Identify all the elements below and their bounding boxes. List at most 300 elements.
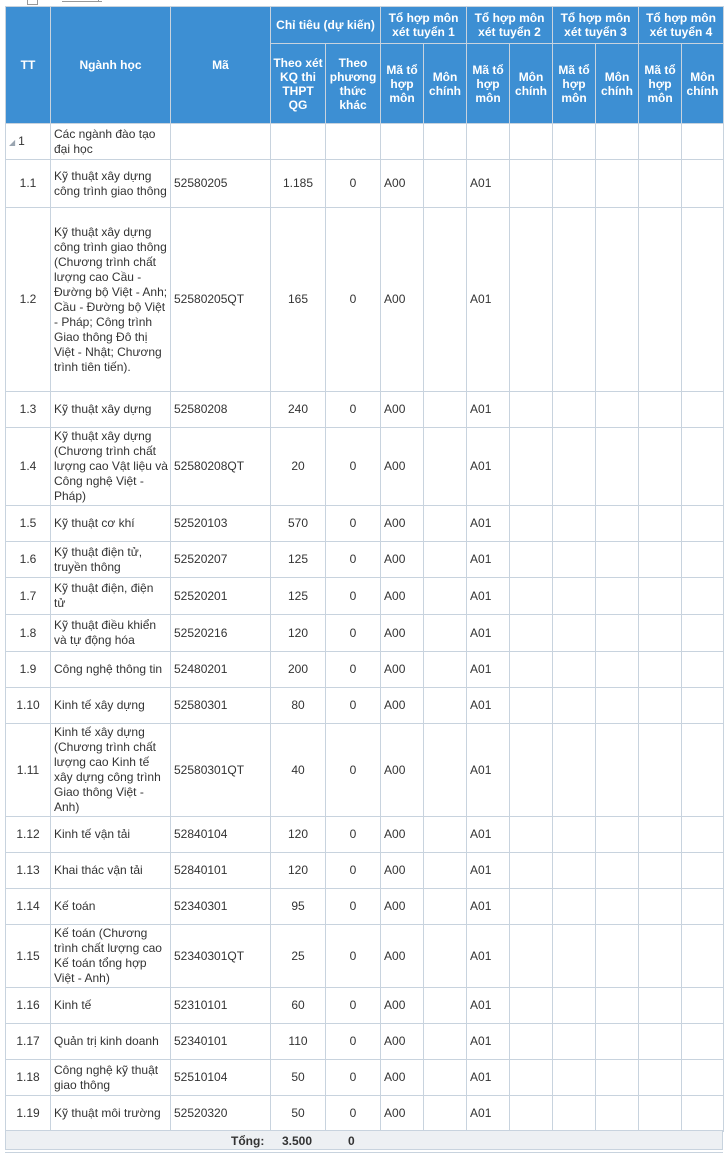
cell-combo-4-main	[682, 889, 724, 925]
cell-tt: 1.12	[6, 817, 51, 853]
cell-combo-3-code	[553, 853, 596, 889]
cell-tt: 1.2	[6, 208, 51, 392]
cell-combo-1-code: A00	[381, 853, 424, 889]
checkbox-icon[interactable]	[27, 0, 38, 5]
cell-combo-4-main	[682, 817, 724, 853]
cell-tt: 1.18	[6, 1060, 51, 1096]
cell-combo-2-code: A01	[467, 160, 510, 208]
cell-combo-1-main	[424, 1024, 467, 1060]
cell-combo-2-code: A01	[467, 208, 510, 392]
cell-combo-1-code: A00	[381, 615, 424, 652]
cell-combo-2-main	[510, 506, 553, 542]
cell-combo-3-main	[596, 1096, 639, 1132]
cell-combo-3-main	[596, 817, 639, 853]
col-header-quota: Chỉ tiêu (dự kiến)	[271, 7, 381, 44]
cell-quota-other: 0	[326, 925, 381, 988]
cell-combo-3-code	[553, 615, 596, 652]
cell-combo-3-main	[596, 925, 639, 988]
cell-combo-3-main	[596, 724, 639, 817]
cell-tt	[6, 124, 51, 160]
cell-combo-1-code: A00	[381, 208, 424, 392]
col-header-combo-1-code[interactable]: Mã tổ hợp môn	[381, 44, 424, 124]
cell-major: Các ngành đào tạo đại học	[51, 124, 171, 160]
table-footer	[5, 1130, 723, 1150]
cell-tt: 1.11	[6, 724, 51, 817]
cell-combo-3-code	[553, 1060, 596, 1096]
expand-icon[interactable]: ◢	[9, 137, 16, 147]
cell-quota-other: 0	[326, 853, 381, 889]
cell-combo-2-code: A01	[467, 889, 510, 925]
cell-major: Kỹ thuật xây dựng (Chương trình chất lượng cao Vật liệu và Công nghệ Việt - Pháp)	[51, 428, 171, 506]
cell-quota-thpt: 40	[271, 724, 326, 817]
cell-combo-4-main	[682, 208, 724, 392]
cell-combo-3-main	[596, 506, 639, 542]
cell-quota-thpt: 95	[271, 889, 326, 925]
cell-combo-1-main	[424, 1096, 467, 1132]
cell-combo-4-code	[639, 724, 682, 817]
cell-combo-2-main	[510, 542, 553, 578]
cell-combo-2-code: A01	[467, 428, 510, 506]
cell-combo-4-code	[639, 817, 682, 853]
cell-combo-4-code	[639, 988, 682, 1024]
cell-quota-thpt: 20	[271, 428, 326, 506]
cell-combo-4-code	[639, 652, 682, 688]
cell-combo-1-code: A00	[381, 542, 424, 578]
cell-combo-4-main	[682, 124, 724, 160]
cell-combo-1-code: A00	[381, 578, 424, 615]
cell-major: Kế toán	[51, 889, 171, 925]
cell-combo-2-main	[510, 724, 553, 817]
cell-combo-2-code: A01	[467, 652, 510, 688]
cell-quota-thpt: 240	[271, 392, 326, 428]
cell-quota-other: 0	[326, 542, 381, 578]
cell-combo-3-main	[596, 988, 639, 1024]
cell-quota-thpt: 165	[271, 208, 326, 392]
cell-combo-1-main	[424, 124, 467, 160]
table-row[interactable]	[6, 160, 724, 208]
footer-total-thpt: 3.500	[282, 1134, 313, 1148]
cell-tt: 1.5	[6, 506, 51, 542]
cell-combo-1-code: A00	[381, 392, 424, 428]
cell-combo-3-code	[553, 889, 596, 925]
cell-combo-2-main	[510, 124, 553, 160]
cell-combo-3-code	[553, 1096, 596, 1132]
col-header-combo-4: Tổ hợp môn xét tuyển 4	[639, 7, 724, 44]
cell-major: Kỹ thuật xây dựng	[51, 392, 171, 428]
cell-combo-3-code	[553, 542, 596, 578]
cell-combo-2-main	[510, 578, 553, 615]
cell-major: Kỹ thuật xây dựng công trình giao thông	[51, 160, 171, 208]
table-row[interactable]	[6, 817, 724, 853]
cell-code: 52480201	[171, 652, 271, 688]
col-header-tt[interactable]: TT	[6, 7, 51, 124]
cell-quota-other: 0	[326, 1024, 381, 1060]
cell-tt: 1.8	[6, 615, 51, 652]
cell-combo-3-main	[596, 1024, 639, 1060]
cell-combo-2-main	[510, 652, 553, 688]
cell-major: Kỹ thuật điều khiển và tự động hóa	[51, 615, 171, 652]
table-row[interactable]	[6, 1024, 724, 1060]
col-header-combo-2-code[interactable]: Mã tổ hợp môn	[467, 44, 510, 124]
cell-combo-2-code: A01	[467, 615, 510, 652]
col-header-combo-2: Tổ hợp môn xét tuyển 2	[467, 7, 553, 44]
cell-combo-2-code: A01	[467, 925, 510, 988]
cell-tt: 1.13	[6, 853, 51, 889]
cell-quota-thpt: 50	[271, 1060, 326, 1096]
cell-combo-4-main	[682, 578, 724, 615]
cell-combo-1-main	[424, 925, 467, 988]
cell-combo-3-code	[553, 925, 596, 988]
cell-combo-1-main	[424, 542, 467, 578]
cell-code: 52580205	[171, 160, 271, 208]
cell-combo-1-code: A00	[381, 988, 424, 1024]
table-row[interactable]	[6, 688, 724, 724]
cell-combo-1-main	[424, 688, 467, 724]
col-header-combo-3: Tổ hợp môn xét tuyển 3	[553, 7, 639, 44]
col-header-combo-1: Tổ hợp môn xét tuyển 1	[381, 7, 467, 44]
col-header-combo-3-code[interactable]: Mã tổ hợp môn	[553, 44, 596, 124]
cell-quota-other: 0	[326, 428, 381, 506]
admissions-table	[5, 6, 724, 1132]
cell-quota-thpt: 1.185	[271, 160, 326, 208]
col-header-combo-1-main[interactable]: Môn chính	[424, 44, 467, 124]
cell-combo-3-code	[553, 160, 596, 208]
cell-tt: 1.15	[6, 925, 51, 988]
cell-combo-2-code: A01	[467, 542, 510, 578]
cell-combo-2-code: A01	[467, 988, 510, 1024]
cell-combo-2-code	[467, 124, 510, 160]
cell-combo-2-code: A01	[467, 817, 510, 853]
cell-combo-2-code: A01	[467, 1060, 510, 1096]
cell-quota-thpt: 120	[271, 615, 326, 652]
cell-combo-4-code	[639, 615, 682, 652]
table-row[interactable]	[6, 506, 724, 542]
cell-combo-1-main	[424, 817, 467, 853]
table-row[interactable]	[6, 1060, 724, 1096]
cell-code: 52580301QT	[171, 724, 271, 817]
cell-quota-other: 0	[326, 392, 381, 428]
toolbar-tick	[98, 0, 99, 2]
cell-combo-4-code	[639, 1024, 682, 1060]
cell-major: Kỹ thuật điện, điện tử	[51, 578, 171, 615]
cell-combo-3-main	[596, 160, 639, 208]
cell-combo-4-code	[639, 392, 682, 428]
cell-combo-1-code: A00	[381, 817, 424, 853]
cell-quota-thpt: 110	[271, 1024, 326, 1060]
cell-quota-thpt: 50	[271, 1096, 326, 1132]
cell-combo-4-code	[639, 542, 682, 578]
cell-quota-thpt: 125	[271, 542, 326, 578]
table-row[interactable]	[6, 1096, 724, 1132]
cell-quota-other: 0	[326, 724, 381, 817]
cell-major: Công nghệ thông tin	[51, 652, 171, 688]
col-header-quota-other[interactable]: Theo phương thức khác	[326, 44, 381, 124]
cell-major: Kinh tế vận tải	[51, 817, 171, 853]
cell-combo-2-code: A01	[467, 688, 510, 724]
cell-combo-2-main	[510, 925, 553, 988]
cell-combo-1-code: A00	[381, 1024, 424, 1060]
cell-quota-other: 0	[326, 506, 381, 542]
cell-combo-2-code: A01	[467, 853, 510, 889]
cell-combo-2-main	[510, 208, 553, 392]
cell-combo-1-code: A00	[381, 1096, 424, 1132]
cell-combo-1-code: A00	[381, 428, 424, 506]
cell-combo-2-main	[510, 988, 553, 1024]
cell-combo-4-code	[639, 124, 682, 160]
cell-tt: 1.6	[6, 542, 51, 578]
cell-combo-4-main	[682, 542, 724, 578]
cell-quota-other: 0	[326, 160, 381, 208]
table-row[interactable]	[6, 208, 724, 392]
cell-combo-1-code: A00	[381, 652, 424, 688]
cell-combo-2-code: A01	[467, 392, 510, 428]
cell-combo-1-code: A00	[381, 1060, 424, 1096]
cell-combo-3-main	[596, 124, 639, 160]
cell-combo-1-main	[424, 578, 467, 615]
cell-tt: 1.9	[6, 652, 51, 688]
cell-combo-3-code	[553, 124, 596, 160]
cell-combo-4-main	[682, 392, 724, 428]
cell-combo-2-code: A01	[467, 1024, 510, 1060]
cell-combo-2-main	[510, 392, 553, 428]
table-row[interactable]	[6, 578, 724, 615]
cell-combo-2-code: A01	[467, 506, 510, 542]
col-header-code[interactable]: Mã	[171, 7, 271, 124]
cell-tt: 1.1	[6, 160, 51, 208]
cell-major: Kỹ thuật xây dựng công trình giao thông (Chương trình chất lượng cao Cầu - Đường bộ Việt - Anh; Cầu - Đường bộ Việt - Pháp; Công trình Giao thông Đô thị Việt - Nhật; Chương trình tiên tiến).	[51, 208, 171, 392]
cell-combo-2-main	[510, 1024, 553, 1060]
cell-combo-3-code	[553, 506, 596, 542]
cell-combo-4-main	[682, 615, 724, 652]
cell-tt: 1.7	[6, 578, 51, 615]
cell-combo-4-code	[639, 853, 682, 889]
cell-combo-3-code	[553, 1024, 596, 1060]
cell-combo-2-main	[510, 853, 553, 889]
cell-combo-4-code	[639, 578, 682, 615]
cell-major: Kỹ thuật môi trường	[51, 1096, 171, 1132]
cell-combo-1-main	[424, 615, 467, 652]
table-body	[6, 124, 724, 1132]
cell-combo-1-code: A00	[381, 925, 424, 988]
table-row[interactable]	[6, 724, 724, 817]
cell-major: Kỹ thuật điện tử, truyền thông	[51, 542, 171, 578]
cell-code: 52840104	[171, 817, 271, 853]
cell-code: 52580205QT	[171, 208, 271, 392]
col-header-combo-2-main[interactable]: Môn chính	[510, 44, 553, 124]
cell-quota-other: 0	[326, 615, 381, 652]
table-row[interactable]	[6, 889, 724, 925]
cell-combo-3-main	[596, 1060, 639, 1096]
cell-combo-4-code	[639, 1096, 682, 1132]
cell-combo-1-main	[424, 428, 467, 506]
cell-combo-3-code	[553, 208, 596, 392]
footer-total-label: Tổng:	[231, 1134, 265, 1148]
cell-code: 52580208	[171, 392, 271, 428]
cell-quota-thpt: 200	[271, 652, 326, 688]
cell-combo-3-main	[596, 392, 639, 428]
cell-combo-3-code	[553, 817, 596, 853]
cell-combo-1-main	[424, 724, 467, 817]
cell-quota-thpt: 125	[271, 578, 326, 615]
table-row[interactable]	[6, 853, 724, 889]
cell-quota-other: 0	[326, 1060, 381, 1096]
cell-combo-1-code: A00	[381, 724, 424, 817]
table-row[interactable]	[6, 124, 724, 160]
cell-combo-4-code	[639, 1060, 682, 1096]
cell-major: Công nghệ kỹ thuật giao thông	[51, 1060, 171, 1096]
cell-combo-3-main	[596, 688, 639, 724]
cell-code: 52340301	[171, 889, 271, 925]
cell-combo-3-code	[553, 988, 596, 1024]
cell-combo-3-main	[596, 652, 639, 688]
cell-combo-1-main	[424, 853, 467, 889]
table-header	[6, 7, 724, 124]
cell-combo-2-main	[510, 1096, 553, 1132]
cell-quota-thpt: 60	[271, 988, 326, 1024]
cell-combo-3-main	[596, 578, 639, 615]
cell-combo-3-main	[596, 428, 639, 506]
cell-major: Kế toán (Chương trình chất lượng cao Kế toán tổng hợp Việt - Anh)	[51, 925, 171, 988]
cell-tt: 1.10	[6, 688, 51, 724]
cell-quota-thpt: 120	[271, 817, 326, 853]
cell-combo-1-main	[424, 392, 467, 428]
col-header-combo-4-code[interactable]: Mã tổ hợp môn	[639, 44, 682, 124]
cell-combo-4-code	[639, 688, 682, 724]
cell-quota-other: 0	[326, 988, 381, 1024]
cell-combo-1-main	[424, 160, 467, 208]
cell-tt-text: 1	[18, 133, 25, 148]
cell-combo-4-main	[682, 428, 724, 506]
footer-total-other: 0	[348, 1134, 355, 1148]
cell-combo-4-main	[682, 853, 724, 889]
cell-quota-other: 0	[326, 889, 381, 925]
cell-combo-4-code	[639, 428, 682, 506]
cell-combo-2-main	[510, 889, 553, 925]
cell-combo-2-code: A01	[467, 724, 510, 817]
toolbar-line	[62, 1, 102, 2]
cell-combo-4-code	[639, 506, 682, 542]
table-row[interactable]	[6, 428, 724, 506]
col-header-quota-thpt[interactable]: Theo xét KQ thi THPT QG	[271, 44, 326, 124]
cell-quota-thpt: 570	[271, 506, 326, 542]
cell-combo-4-main	[682, 925, 724, 988]
cell-quota-thpt: 80	[271, 688, 326, 724]
cell-combo-1-code: A00	[381, 160, 424, 208]
cell-quota-other: 0	[326, 578, 381, 615]
cell-combo-2-main	[510, 1060, 553, 1096]
cell-tt: 1.14	[6, 889, 51, 925]
col-header-combo-4-main[interactable]: Môn chính	[682, 44, 724, 124]
cell-combo-2-code: A01	[467, 1096, 510, 1132]
cell-combo-1-main	[424, 988, 467, 1024]
cell-code: 52340301QT	[171, 925, 271, 988]
cell-combo-4-main	[682, 1060, 724, 1096]
cell-combo-4-main	[682, 988, 724, 1024]
cell-combo-3-code	[553, 652, 596, 688]
cell-combo-2-main	[510, 688, 553, 724]
cell-combo-1-main	[424, 889, 467, 925]
cell-combo-4-main	[682, 1024, 724, 1060]
cell-combo-4-main	[682, 506, 724, 542]
table-row[interactable]	[6, 652, 724, 688]
cell-code: 52520207	[171, 542, 271, 578]
cell-combo-2-code: A01	[467, 578, 510, 615]
cell-combo-2-main	[510, 428, 553, 506]
cell-combo-1-main	[424, 506, 467, 542]
cell-major: Kinh tế xây dựng (Chương trình chất lượng cao Kinh tế xây dựng công trình Giao thông Việt - Anh)	[51, 724, 171, 817]
cell-code: 52840101	[171, 853, 271, 889]
cell-major: Quản trị kinh doanh	[51, 1024, 171, 1060]
cell-code: 52510104	[171, 1060, 271, 1096]
cell-code: 52310101	[171, 988, 271, 1024]
col-header-combo-3-main[interactable]: Môn chính	[596, 44, 639, 124]
cell-combo-1-code: A00	[381, 889, 424, 925]
table-row[interactable]	[6, 615, 724, 652]
cell-combo-4-main	[682, 652, 724, 688]
cell-combo-4-main	[682, 160, 724, 208]
cell-code	[171, 124, 271, 160]
table-row[interactable]	[6, 925, 724, 988]
cell-code: 52520103	[171, 506, 271, 542]
cell-combo-4-main	[682, 1096, 724, 1132]
cell-quota-other: 0	[326, 652, 381, 688]
cell-combo-3-main	[596, 889, 639, 925]
cell-combo-3-code	[553, 688, 596, 724]
cell-combo-3-code	[553, 428, 596, 506]
cell-combo-4-code	[639, 208, 682, 392]
cell-tt: 1.19	[6, 1096, 51, 1132]
cell-code: 52520216	[171, 615, 271, 652]
cell-combo-4-main	[682, 724, 724, 817]
col-header-major[interactable]: Ngành học	[51, 7, 171, 124]
cell-combo-3-code	[553, 724, 596, 817]
cell-combo-3-main	[596, 853, 639, 889]
cell-combo-1-main	[424, 652, 467, 688]
table-row[interactable]	[6, 988, 724, 1024]
cell-quota-thpt: 120	[271, 853, 326, 889]
cell-code: 52340101	[171, 1024, 271, 1060]
cell-quota-other: 0	[326, 1096, 381, 1132]
table-bottom-border	[5, 1152, 723, 1153]
cell-combo-1-code	[381, 124, 424, 160]
cell-combo-3-main	[596, 208, 639, 392]
cell-quota-other: 0	[326, 208, 381, 392]
cell-combo-3-code	[553, 392, 596, 428]
cell-combo-2-main	[510, 817, 553, 853]
cell-combo-4-code	[639, 160, 682, 208]
cell-combo-4-code	[639, 889, 682, 925]
cell-quota-other	[326, 124, 381, 160]
cell-quota-thpt: 25	[271, 925, 326, 988]
table-row[interactable]	[6, 542, 724, 578]
cell-combo-3-code	[553, 578, 596, 615]
cell-combo-2-main	[510, 160, 553, 208]
cell-code: 52580208QT	[171, 428, 271, 506]
table-row[interactable]	[6, 392, 724, 428]
cell-combo-4-main	[682, 688, 724, 724]
cell-tt: 1.17	[6, 1024, 51, 1060]
cell-combo-3-main	[596, 542, 639, 578]
cell-major: Kinh tế xây dựng	[51, 688, 171, 724]
cell-major: Khai thác vận tải	[51, 853, 171, 889]
cell-quota-other: 0	[326, 688, 381, 724]
cell-tt: 1.16	[6, 988, 51, 1024]
cell-combo-1-main	[424, 1060, 467, 1096]
cell-major: Kỹ thuật cơ khí	[51, 506, 171, 542]
cell-combo-1-main	[424, 208, 467, 392]
cell-combo-3-main	[596, 615, 639, 652]
cell-quota-thpt	[271, 124, 326, 160]
